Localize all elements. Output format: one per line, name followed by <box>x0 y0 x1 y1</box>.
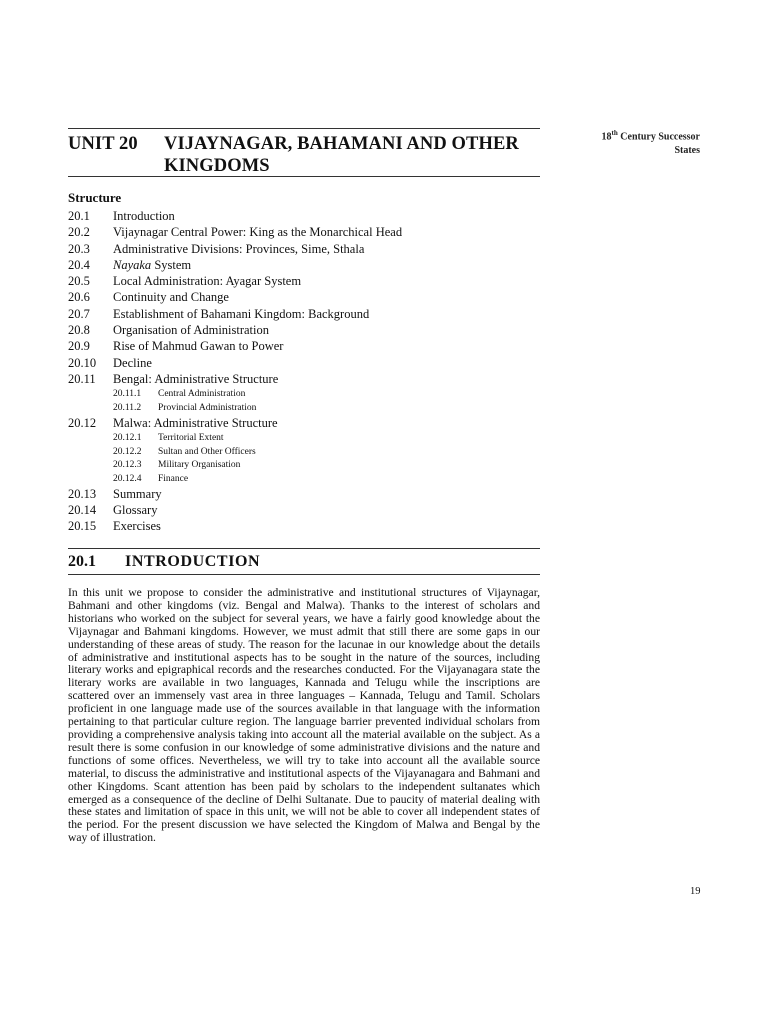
toc-label-rest: System <box>151 257 192 272</box>
toc-label: Introduction <box>113 209 175 223</box>
toc-label: Bengal: Administrative Structure <box>113 371 279 386</box>
toc-number: 20.8 <box>68 323 90 338</box>
toc-label: Vijaynagar Central Power: King as the Monarchical Head <box>113 225 403 240</box>
section-bottom-rule <box>68 574 540 575</box>
toc-subitem[interactable] <box>68 401 540 415</box>
toc-number: 20.11.2 <box>113 402 142 413</box>
table-of-contents <box>68 208 540 535</box>
toc-item[interactable] <box>68 208 540 224</box>
running-header <box>570 126 700 158</box>
toc-number: 20.6 <box>68 290 90 305</box>
toc-label: Glossary <box>113 502 158 517</box>
toc-number: 20.10 <box>68 355 97 370</box>
unit-number: UNIT 20 <box>68 134 138 154</box>
toc-item[interactable] <box>68 306 540 322</box>
toc-item[interactable] <box>68 241 540 257</box>
toc-number: 20.12.1 <box>113 432 142 443</box>
intro-paragraph: In this unit we propose to consider the administrative and institutional structures of Vijaynagar, Bahmani and other kingdoms (viz. Bengal and Malwa). Thanks to the interest of scholars and historians who worked on the subject for several years, we have a fairly good knowledge about the Vijaynagar and Bahmani kingdoms. However, we must admit that still there are some gaps in our understanding of these areas of study. The reason for the lacunae in our knowledge about the details of administrative and institutional aspects has to be sought in the nature of the sources, including literary works and epigraphical records and the researches conducted. For the Vijayanagara state the literary works are available in two languages, Kannada and Telugu while the inscriptions are scattered over an immensely vast area in three languages – Kannada, Telugu and Tamil. Scholars proficient in one language made use of the sources available in that language with the information pertaining to that particular culture region. The language barrier prevented individual scholars from providing a comprehensive analysis taking into account all the material available on the subject. As a result there is some confusion in our knowledge of some administrative divisions and the nature and functions of some offices. Nevertheless, we will try to take into account all the available source material, to discuss the administrative and institutional aspects of the Vijayanagara and Bahmani and other Kingdoms. Scant attention has been paid by scholars to the independent sultanates which emerged as a consequence of the decline of Delhi Sultanate. Due to paucity of material dealing with these states and limitation of space in this unit, we will not be able to cover all independent states of the period. For the present discussion we have selected the Kingdom of Malwa and Bengal by the way of illustration. <box>68 586 540 845</box>
toc-number: 20.11.1 <box>113 389 142 400</box>
toc-item[interactable] <box>68 355 540 371</box>
toc-label: Provincial Administration <box>158 402 257 413</box>
toc-label: Local Administration: Ayagar System <box>113 274 302 289</box>
toc-number: 20.12.4 <box>113 474 142 484</box>
title-top-rule <box>68 128 540 129</box>
toc-item[interactable] <box>68 224 540 240</box>
toc-label-italic: Nayaka <box>113 257 152 272</box>
toc-number: 20.12 <box>68 415 97 430</box>
toc-item[interactable] <box>68 502 540 518</box>
toc-item[interactable] <box>68 371 540 387</box>
structure-heading: Structure <box>68 190 122 205</box>
toc-label: Rise of Mahmud Gawan to Power <box>113 339 284 354</box>
toc-number: 20.4 <box>68 257 90 272</box>
toc-item[interactable] <box>68 322 540 338</box>
toc-item[interactable] <box>68 415 540 431</box>
running-header-line1: 18th Century Successor <box>601 129 700 143</box>
title-bottom-rule <box>68 176 540 177</box>
toc-number: 20.13 <box>68 486 97 501</box>
toc-number: 20.11 <box>68 371 96 386</box>
toc-label: Continuity and Change <box>113 290 229 305</box>
section-number: 20.1 <box>68 553 96 570</box>
toc-label: Administrative Divisions: Provinces, Sime, Sthala <box>113 241 365 256</box>
toc-label <box>113 257 191 273</box>
toc-label: Summary <box>113 486 162 501</box>
toc-label: Exercises <box>113 519 161 534</box>
toc-subitem[interactable] <box>68 387 540 401</box>
toc-label: Malwa: Administrative Structure <box>113 415 278 430</box>
toc-label: Military Organisation <box>158 460 241 471</box>
toc-item[interactable] <box>68 486 540 502</box>
toc-number: 20.5 <box>68 274 90 289</box>
toc-item[interactable] <box>68 518 540 534</box>
toc-number: 20.12.3 <box>113 460 142 471</box>
running-header-line2: States <box>674 145 700 157</box>
toc-label: Finance <box>158 474 189 484</box>
toc-number: 20.3 <box>68 241 90 256</box>
toc-number: 20.14 <box>68 502 97 517</box>
section-title: INTRODUCTION <box>125 553 261 570</box>
toc-label: Organisation of Administration <box>113 323 270 338</box>
section-top-rule <box>68 548 540 549</box>
toc-number: 20.9 <box>68 339 90 354</box>
toc-item[interactable] <box>68 289 540 305</box>
toc-number: 20.2 <box>68 225 90 240</box>
toc-item[interactable] <box>68 257 540 273</box>
toc-subitem[interactable] <box>68 458 540 472</box>
toc-number: 20.7 <box>68 306 90 321</box>
toc-label: Central Administration <box>158 389 246 400</box>
toc-item[interactable] <box>68 338 540 354</box>
toc-number: 20.12.2 <box>113 446 142 457</box>
toc-subitem[interactable] <box>68 472 540 486</box>
toc-item[interactable] <box>68 273 540 289</box>
toc-label: Sultan and Other Officers <box>158 446 256 457</box>
toc-label: Territorial Extent <box>158 432 224 443</box>
toc-number: 20.15 <box>68 519 97 534</box>
toc-subitem[interactable] <box>68 445 540 459</box>
toc-label: Decline <box>113 355 152 370</box>
page-number: 19 <box>690 886 701 897</box>
toc-subitem[interactable] <box>68 431 540 445</box>
toc-number: 20.1 <box>68 209 90 223</box>
unit-title-text: VIJAYNAGAR, BAHAMANI AND OTHER KINGDOMS <box>164 134 519 176</box>
toc-label: Establishment of Bahamani Kingdom: Background <box>113 306 370 321</box>
